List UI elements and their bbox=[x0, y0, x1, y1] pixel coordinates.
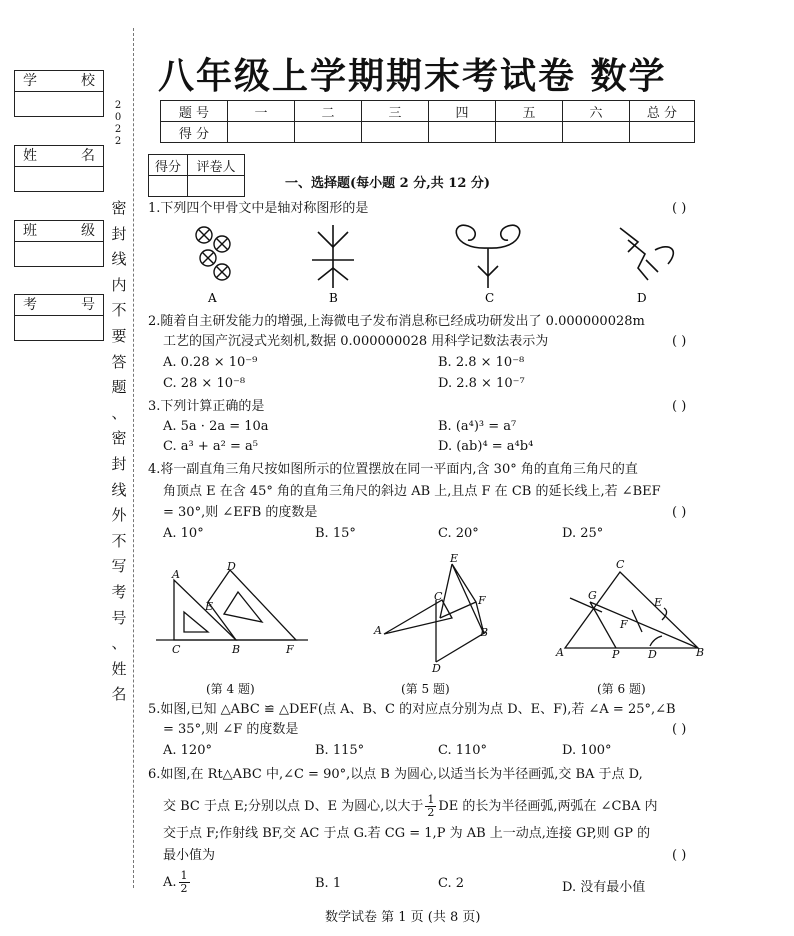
option-b[interactable]: B. 115° bbox=[315, 743, 365, 758]
seal-notice-char: 封 bbox=[111, 224, 127, 243]
svg-text:E: E bbox=[654, 596, 663, 609]
option-a[interactable] bbox=[163, 870, 190, 895]
glyph-label: C bbox=[485, 291, 495, 305]
option-d[interactable]: D. 100° bbox=[562, 743, 612, 758]
glyph-label: B bbox=[329, 291, 338, 305]
question-6-line1: 6.如图,在 Rt△ABC 中,∠C = 90°,以点 B 为圆心,以适当长为半径画弧,交 BA 于点 D, bbox=[148, 767, 643, 782]
option-c[interactable]: C. 28 × 10⁻⁸ bbox=[163, 376, 246, 391]
year-digit: 0 bbox=[114, 112, 122, 123]
svg-text:B: B bbox=[232, 643, 241, 656]
svg-text:P: P bbox=[612, 648, 620, 661]
svg-text:F: F bbox=[620, 618, 628, 631]
option-b[interactable]: B. (a⁴)³ = a⁷ bbox=[438, 419, 517, 434]
field-label: 姓 bbox=[23, 148, 37, 164]
svg-text:C: C bbox=[434, 590, 443, 603]
svg-text:A: A bbox=[172, 568, 180, 581]
table-cell: 得 分 bbox=[161, 122, 228, 143]
field-label: 名 bbox=[81, 148, 95, 164]
svg-text:D: D bbox=[432, 662, 441, 675]
seal-notice-char: 题 bbox=[111, 378, 127, 397]
question-5-line2: = 35°,则 ∠F 的度数是 bbox=[163, 722, 299, 737]
answer-paren: ( ) bbox=[672, 201, 687, 216]
page-title: 八年级上学期期末考试卷 数学 bbox=[158, 55, 667, 97]
option-d[interactable]: D. (ab)⁴ = a⁴b⁴ bbox=[438, 439, 534, 454]
table-cell: 题 号 bbox=[161, 101, 228, 122]
seal-notice-char: 密 bbox=[111, 429, 127, 448]
fraction-numerator: 1 bbox=[180, 869, 188, 882]
score-input-cell[interactable] bbox=[228, 122, 295, 143]
option-b[interactable]: B. 2.8 × 10⁻⁸ bbox=[438, 355, 525, 370]
seal-notice-char: 考 bbox=[111, 582, 127, 601]
seal-notice-char: 名 bbox=[111, 685, 127, 704]
seal-notice-char: 内 bbox=[111, 275, 127, 294]
figures-row bbox=[150, 552, 710, 682]
seal-notice-char: 答 bbox=[111, 352, 127, 371]
figure-6-caption: (第 6 题) bbox=[597, 682, 646, 696]
svg-text:F: F bbox=[478, 594, 486, 607]
svg-text:B: B bbox=[696, 646, 705, 659]
option-c[interactable]: C. a³ + a² = a⁵ bbox=[163, 439, 258, 454]
score-input-cell[interactable] bbox=[496, 122, 563, 143]
fraction bbox=[179, 870, 190, 895]
seal-notice-char: 密 bbox=[111, 199, 127, 217]
svg-text:D: D bbox=[227, 560, 236, 573]
page-footer: 数学试卷 第 1 页 (共 8 页) bbox=[325, 910, 481, 925]
field-label: 学 bbox=[23, 73, 37, 89]
name-input[interactable] bbox=[15, 167, 103, 191]
answer-paren: ( ) bbox=[672, 505, 687, 520]
year-digit: 2 bbox=[114, 124, 122, 135]
score-input-cell[interactable] bbox=[295, 122, 362, 143]
question-2-line2: 工艺的国产沉浸式光刻机,数据 0.000000028 用科学记数法表示为 bbox=[163, 334, 549, 349]
glyph-c-icon bbox=[456, 225, 519, 288]
svg-text:A: A bbox=[374, 624, 382, 637]
q6-text: DE 的长为半径画弧,两弧在 ∠CBA 内 bbox=[438, 798, 658, 814]
seal-notice-char: 写 bbox=[111, 557, 127, 576]
option-d[interactable]: D. 2.8 × 10⁻⁷ bbox=[438, 376, 525, 391]
svg-text:E: E bbox=[205, 600, 214, 613]
figure-5-caption: (第 5 题) bbox=[401, 682, 450, 696]
svg-text:G: G bbox=[588, 589, 597, 602]
fraction-denominator: 2 bbox=[180, 882, 188, 895]
grader-score-input[interactable] bbox=[149, 176, 188, 197]
option-b[interactable]: B. 15° bbox=[315, 526, 356, 541]
class-field bbox=[14, 220, 104, 267]
grader-box bbox=[148, 154, 245, 197]
question-6-line3: 交于点 F;作射线 BF,交 AC 于点 G.若 CG = 1,P 为 AB 上一动点,连接 GP,则 GP 的 bbox=[163, 826, 651, 841]
section-heading: 一、选择题(每小题 2 分,共 12 分) bbox=[285, 176, 491, 191]
score-input-cell[interactable] bbox=[362, 122, 429, 143]
svg-text:B: B bbox=[480, 626, 489, 639]
score-input-cell[interactable] bbox=[429, 122, 496, 143]
glyph-b-icon bbox=[312, 225, 354, 288]
field-label: 考 bbox=[23, 297, 37, 313]
option-a[interactable]: A. 10° bbox=[163, 526, 204, 541]
seal-notice-char: 要 bbox=[111, 326, 127, 345]
seal-notice-char: 、 bbox=[111, 634, 127, 653]
question-4-line2: 角顶点 E 在含 45° 角的直角三角尺的斜边 AB 上,且点 F 在 CB 的延长线上,若 ∠BEF bbox=[163, 484, 661, 499]
figure-5 bbox=[384, 564, 489, 662]
field-label: 号 bbox=[81, 297, 95, 313]
score-table-row bbox=[161, 122, 695, 143]
class-input[interactable] bbox=[15, 242, 103, 266]
fraction bbox=[425, 794, 436, 819]
option-b[interactable]: B. 1 bbox=[315, 876, 342, 891]
seal-notice-char: 不 bbox=[111, 531, 127, 550]
svg-text:F: F bbox=[286, 643, 294, 656]
svg-text:D: D bbox=[648, 648, 657, 661]
option-a[interactable]: A. 0.28 × 10⁻⁹ bbox=[163, 355, 258, 370]
table-cell: 四 bbox=[429, 101, 496, 122]
table-cell: 五 bbox=[496, 101, 563, 122]
field-label: 班 bbox=[23, 223, 37, 239]
option-prefix: A. bbox=[163, 875, 177, 890]
glyph-d-icon bbox=[620, 228, 673, 280]
table-cell: 总 分 bbox=[630, 101, 695, 122]
seal-notice-char: 、 bbox=[111, 403, 127, 422]
option-c[interactable]: C. 2 bbox=[438, 876, 465, 891]
question-1-text: 1.下列四个甲骨文中是轴对称图形的是 bbox=[148, 201, 369, 216]
seal-line-notice bbox=[111, 196, 127, 708]
svg-text:A: A bbox=[556, 646, 564, 659]
glyph-label: A bbox=[208, 291, 217, 305]
glyph-a-icon bbox=[196, 227, 230, 280]
question-4-line3: = 30°,则 ∠EFB 的度数是 bbox=[163, 505, 318, 520]
option-c[interactable]: C. 110° bbox=[438, 743, 488, 758]
seal-notice-char: 线 bbox=[111, 250, 127, 269]
svg-text:C: C bbox=[616, 558, 625, 571]
seal-notice-char: 封 bbox=[111, 454, 127, 473]
table-cell: 一 bbox=[228, 101, 295, 122]
option-a[interactable]: A. 5a · 2a = 10a bbox=[163, 419, 269, 434]
glyph-label: D bbox=[637, 291, 647, 305]
question-2-line1: 2.随着自主研发能力的增强,上海微电子发布消息称已经成功研发出了 0.000000028m bbox=[148, 314, 645, 329]
year-digit: 2 bbox=[114, 136, 122, 147]
seal-dashed-line bbox=[133, 28, 134, 888]
grader-person-label: 评卷人 bbox=[188, 155, 245, 176]
seal-notice-char: 姓 bbox=[111, 659, 127, 678]
q6-text: 交 BC 于点 E;分别以点 D、E 为圆心,以大于 bbox=[163, 798, 424, 814]
svg-text:C: C bbox=[172, 643, 181, 656]
seal-notice-char: 线 bbox=[111, 480, 127, 499]
question-5-line1: 5.如图,已知 △ABC ≌ △DEF(点 A、B、C 的对应点分别为点 D、E、F),若 ∠A = 25°,∠B bbox=[148, 702, 676, 717]
score-input-cell[interactable] bbox=[630, 122, 695, 143]
seal-notice-char: 号 bbox=[111, 608, 127, 627]
table-cell: 三 bbox=[362, 101, 429, 122]
q1-glyph-figures bbox=[150, 220, 710, 310]
question-6-line2 bbox=[163, 794, 658, 819]
score-table-header bbox=[161, 101, 695, 122]
year-digit: 2 bbox=[114, 100, 122, 111]
question-6-line4: 最小值为 bbox=[163, 848, 216, 863]
answer-paren: ( ) bbox=[672, 399, 687, 414]
option-d[interactable]: D. 没有最小值 bbox=[562, 880, 646, 895]
fraction-numerator: 1 bbox=[427, 793, 435, 806]
year-vertical bbox=[113, 100, 123, 148]
fraction-denominator: 2 bbox=[427, 806, 435, 819]
figure-4-caption: (第 4 题) bbox=[206, 682, 255, 696]
grader-score-label: 得分 bbox=[149, 155, 188, 176]
field-label: 校 bbox=[81, 73, 95, 89]
option-d[interactable]: D. 25° bbox=[562, 526, 604, 541]
question-4-line1: 4.将一副直角三角尺按如图所示的位置摆放在同一平面内,含 30° 角的直角三角尺的直 bbox=[148, 462, 638, 477]
answer-paren: ( ) bbox=[672, 334, 687, 349]
answer-paren: ( ) bbox=[672, 722, 687, 737]
score-input-cell[interactable] bbox=[563, 122, 630, 143]
answer-paren: ( ) bbox=[672, 848, 687, 863]
grader-person-input[interactable] bbox=[188, 176, 245, 197]
exam-number-field bbox=[14, 294, 104, 341]
exam-number-input[interactable] bbox=[15, 316, 103, 340]
name-field bbox=[14, 145, 104, 192]
figure-6 bbox=[565, 572, 698, 648]
school-input[interactable] bbox=[15, 92, 103, 116]
option-c[interactable]: C. 20° bbox=[438, 526, 479, 541]
table-cell: 六 bbox=[563, 101, 630, 122]
seal-notice-char: 外 bbox=[111, 506, 127, 525]
school-field bbox=[14, 70, 104, 117]
table-cell: 二 bbox=[295, 101, 362, 122]
score-table bbox=[160, 100, 695, 143]
option-a[interactable]: A. 120° bbox=[163, 743, 212, 758]
field-label: 级 bbox=[81, 223, 95, 239]
svg-text:E: E bbox=[450, 552, 459, 565]
seal-notice-char: 不 bbox=[111, 301, 127, 320]
question-3-text: 3.下列计算正确的是 bbox=[148, 399, 265, 414]
